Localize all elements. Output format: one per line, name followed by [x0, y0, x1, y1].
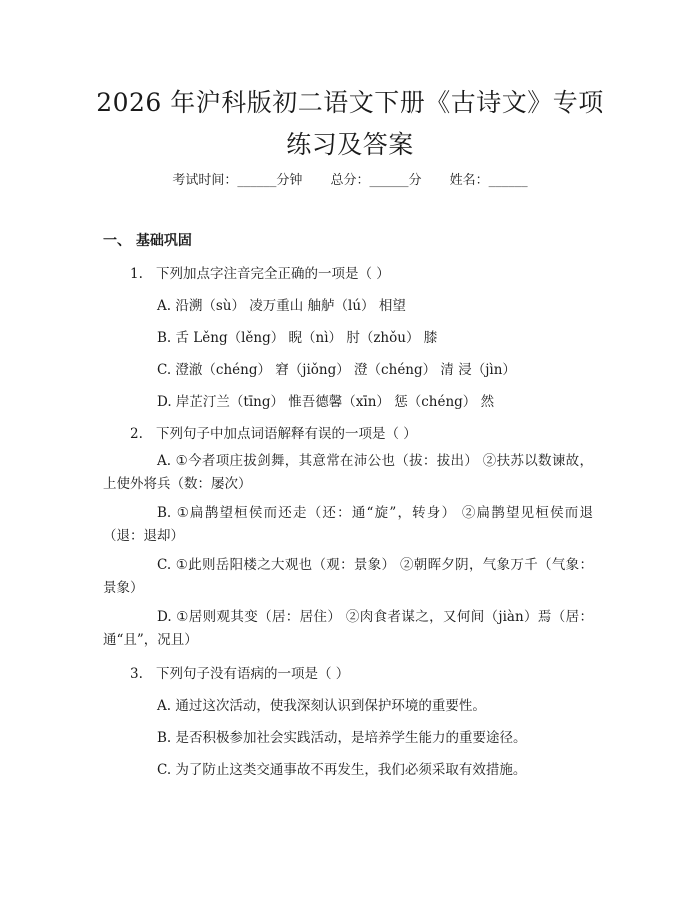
title-line-2: 练习及答案	[286, 130, 414, 159]
q1-option-d: D. 岸芷汀兰（tīng） 惟吾德馨（xīn） 惩（chéng） 然	[157, 394, 495, 410]
question-number: 2.	[130, 426, 143, 442]
q2-option-c: C. ①此则岳阳楼之大观也（观：景象） ②朝晖夕阴，气象万千（气象：景象）	[103, 557, 593, 596]
question-stem: 下列加点字注音完全正确的一项是（ ）	[156, 266, 390, 282]
question-stem: 下列句子中加点词语解释有误的一项是（ ）	[156, 426, 417, 442]
total-score: 总分：______分	[330, 173, 422, 188]
question-3	[130, 662, 349, 682]
q1-option-b: B. 舌 Lěng（lěng） 睨（nì） 肘（zhǒu） 膝	[157, 330, 438, 346]
q2-option-b: B. ①扁鹊望桓侯而还走（还：通“旋”，转身） ②扁鹊望见桓侯而退（退：退却）	[103, 505, 593, 544]
question-number: 3.	[130, 666, 143, 682]
q2-option-d: D. ①居则观其变（居：居住） ②肉食者谋之，又何间（jiàn）焉（居：通“且”，况且）	[103, 609, 593, 648]
question-1	[130, 262, 390, 282]
q3-option-a: A. 通过这次活动，使我深刻认识到保护环境的重要性。	[157, 698, 486, 714]
q3-option-b: B. 是否积极参加社会实践活动，是培养学生能力的重要途径。	[157, 730, 527, 746]
section-heading: 一、 基础巩固	[103, 233, 192, 249]
q1-option-c: C. 澄澈（chéng） 窘（jiǒng） 澄（chéng） 清 浸（jìn）	[157, 362, 516, 378]
q1-option-a: A. 沿溯（sù） 凌万重山 舳舻（lú） 相望	[157, 298, 406, 314]
question-stem: 下列句子没有语病的一项是（ ）	[156, 666, 350, 682]
q3-option-c: C. 为了防止这类交通事故不再发生，我们必须采取有效措施。	[157, 762, 527, 778]
student-name: 姓名：______	[449, 173, 528, 188]
exam-info-line	[0, 169, 700, 188]
question-2	[130, 422, 417, 442]
q2-option-a: A. ①今者项庄拔剑舞，其意常在沛公也（拔：拔出） ②扶苏以数谏故，上使外将兵（数：屡次）	[103, 453, 593, 492]
document-title	[60, 82, 640, 166]
question-number: 1.	[130, 266, 143, 282]
exam-time: 考试时间：______分钟	[172, 173, 303, 188]
title-line-1: 2026 年沪科版初二语文下册《古诗文》专项	[96, 88, 604, 117]
